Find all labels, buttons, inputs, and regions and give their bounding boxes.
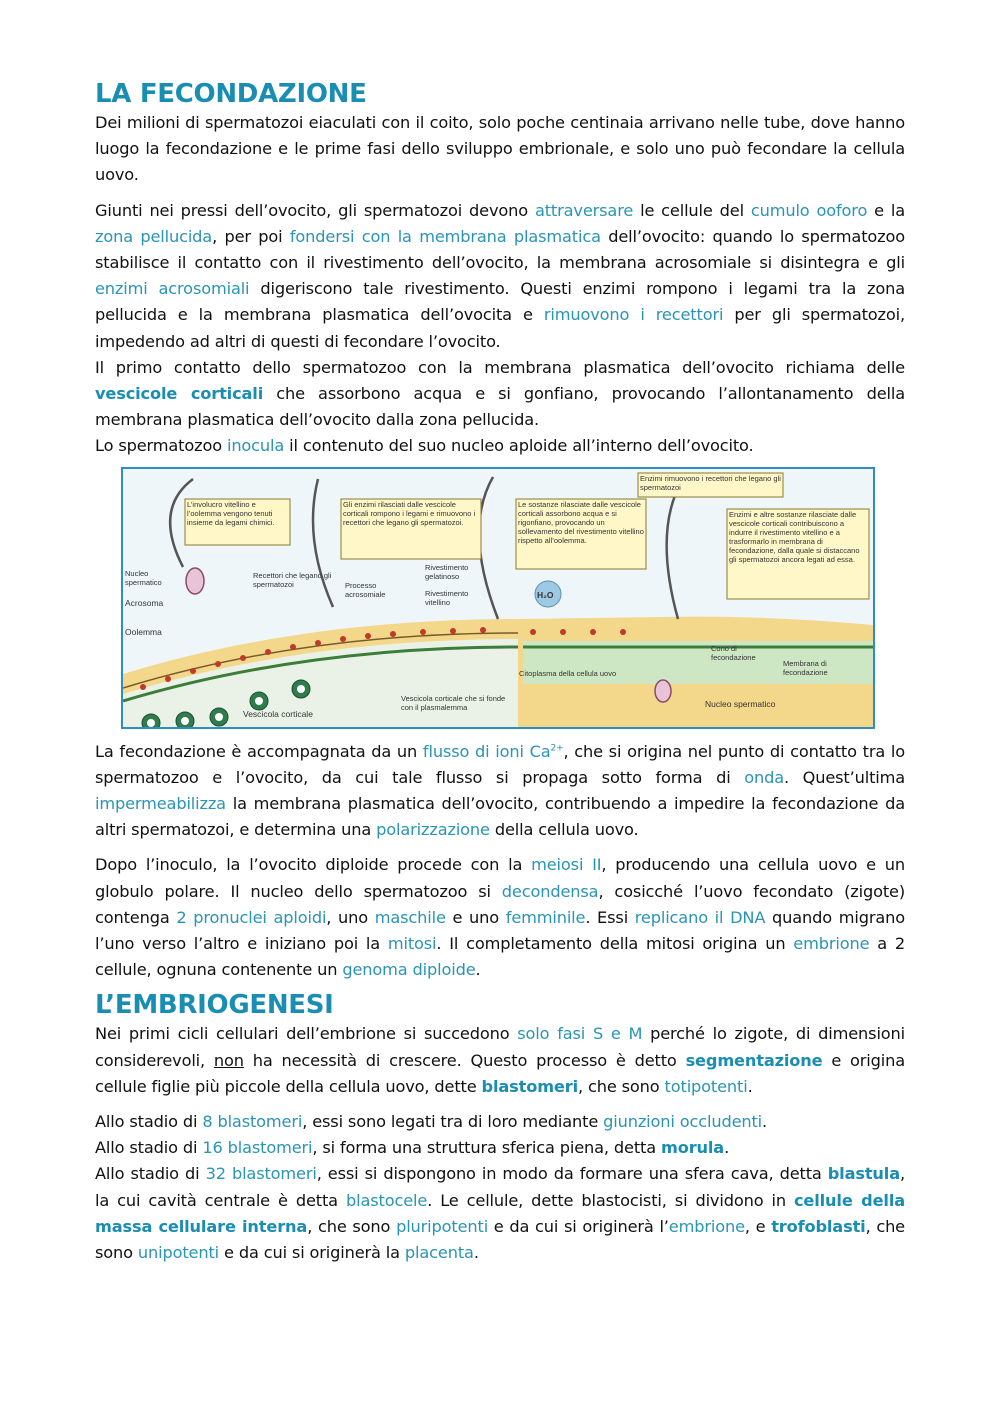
document-body xyxy=(95,78,905,1266)
highlight-term: meiosi II xyxy=(531,855,602,875)
bold-term: vescicole corticali xyxy=(95,384,264,404)
label-oolemma: Oolemma xyxy=(125,626,162,637)
highlight-term: rimuovono i recettori xyxy=(543,305,724,325)
label-membrana-fec: Membrana di fecondazione xyxy=(783,658,828,677)
label-recettori: Recettori che legano gli spermatozoi xyxy=(253,570,332,589)
label-vescicola-corticale: Vescicola corticale xyxy=(243,708,313,719)
highlight-term: fondersi con la membrana plasmatica xyxy=(289,226,601,246)
highlight-term: flusso di ioni $Ca^{2+}$ xyxy=(422,741,564,761)
section-title-embriogenesi: L’EMBRIOGENESI xyxy=(95,990,334,1021)
highlight-term: 16 blastomeri xyxy=(202,1138,313,1158)
highlight-term: blastocele xyxy=(345,1190,428,1210)
bold-term: blastula xyxy=(827,1164,900,1184)
highlight-term: embrione xyxy=(668,1216,745,1236)
paragraph-32-blastomeri: Allo stadio di 32 blastomeri, essi si dispongono in modo da formare una sfera cava, detta blastula, la cui cavità centrale è detta blastocele. Le cellule, dette blastocisti, si dividono in cellule della massa cellulare interna, che sono pluripotenti e da cui si originerà l’embrione, e trofoblasti, che sono unipotenti e da cui si originerà la placenta. xyxy=(95,1164,906,1263)
highlight-term: inocula xyxy=(226,436,285,456)
label-rivestimento-vit: Rivestimento vitellino xyxy=(425,588,469,607)
bold-term: cellule della massa cellulare interna xyxy=(95,1190,906,1236)
label-sostanze: Le sostanze rilasciate dalle vescicole corticali assorbono acqua e si rigonfiano, provocando un sollevamento del rivestimento vitellino rispetto all’oolemma. xyxy=(518,499,644,545)
paragraph-spermatozoi: Giunti nei pressi dell’ovocito, gli spermatozoi devono attraversare le cellule del cumulo ooforo e la zona pellucida, per poi fondersi con la membrana plasmatica dell’ovocito: quando lo spermatozoo stabilisce il contatto con il rivestimento dell’ovocito, la membrana acrosomiale si disintegra e gli enzimi acrosomiali digeriscono tale rivestimento. Questi enzimi rompono i legami tra la zona pellucida e la membrana plasmatica dell’ovocita e rimuovono i recettori per gli spermatozoi, impedendo ad altri di questi di fecondare l’ovocito. xyxy=(95,200,906,351)
label-enzimi-altre: Enzimi e altre sostanze rilasciate dalle vescicole corticali contribuiscono a indurre il rivestimento vitellino e a trasformarlo in membrana di fecondazione, dalla quale si distaccano gli spermatozoi ancora legati ad essa. xyxy=(729,509,860,564)
label-citoplasma: Citoplasma della cellula uovo xyxy=(519,668,617,678)
h2o-label: H₂O xyxy=(537,589,554,600)
highlight-term: attraversare xyxy=(534,200,634,220)
label-rivestimento-gel: Rivestimento gelatinoso xyxy=(425,562,469,581)
highlight-term: genoma diploide xyxy=(342,960,476,980)
label-acrosoma: Acrosoma xyxy=(125,597,164,608)
label-processo: Processo acrosomiale xyxy=(345,580,386,599)
paragraph-inocula: Lo spermatozoo inocula il contenuto del suo nucleo aploide all’interno dell’ovocito. xyxy=(95,436,754,456)
diagram-svg xyxy=(123,469,873,727)
highlight-term: cumulo ooforo xyxy=(750,200,868,220)
paragraph-8-blastomeri: Allo stadio di 8 blastomeri, essi sono legati tra di loro mediante giunzioni occludenti. xyxy=(95,1112,768,1132)
paragraph-intro: Dei milioni di spermatozoi eiaculati con il coito, solo poche centinaia arrivano nelle tube, dove hanno luogo la fecondazione e le prime fasi dello sviluppo embrionale, e solo uno può fecondare la cellula uovo. xyxy=(95,113,905,185)
highlight-term: femminile xyxy=(505,907,586,927)
highlight-term: maschile xyxy=(374,907,446,927)
label-enzimi-rimuovono: Enzimi rimuovono i recettori che legano gli spermatozoi xyxy=(640,473,781,492)
highlight-term: embrione xyxy=(793,934,870,954)
label-nucleo-spermatico: Nucleo spermatico xyxy=(125,568,162,587)
section-title-fecondazione: LA FECONDAZIONE xyxy=(95,79,367,109)
paragraph-meiosi: Dopo l’inoculo, la l’ovocito diploide procede con la meiosi II, producendo una cellula uovo e un globulo polare. Il nucleo dello spermatozoo si decondensa, cosicché l’uovo fecondato (zigote) contenga 2 pronuclei aploidi, uno maschile e uno femminile. Essi replicano il DNA quando migrano l’uno verso l’altro e iniziano poi la mitosi. Il completamento della mitosi origina un embrione a 2 cellule, ognuna contenente un genoma diploide. xyxy=(95,855,905,980)
highlight-term: replicano il DNA xyxy=(634,907,766,927)
highlight-term: totipotenti xyxy=(664,1076,748,1096)
label-involucro: L’involucro vitellino e l’oolemma vengono tenuti insieme da legami chimici. xyxy=(187,499,275,527)
highlight-term: 8 blastomeri xyxy=(202,1112,303,1132)
bold-term: segmentazione xyxy=(685,1050,823,1070)
highlight-term: impermeabilizza xyxy=(95,794,226,814)
label-enzimi-vescicole: Gli enzimi rilasciati dalle vescicole corticali rompono i legami e rimuovono i recettori che legano gli spermatozoi. xyxy=(343,499,476,527)
paragraph-16-blastomeri: Allo stadio di 16 blastomeri, si forma una struttura sferica piena, detta morula. xyxy=(95,1138,730,1158)
label-nucleo-spermatico-2: Nucleo spermatico xyxy=(705,698,776,709)
highlight-term: mitosi xyxy=(387,934,437,954)
highlight-term: zona pellucida xyxy=(95,226,213,246)
highlight-term: pluripotenti xyxy=(396,1216,489,1236)
highlight-term: giunzioni occludenti xyxy=(603,1112,763,1132)
highlight-term: decondensa xyxy=(501,881,599,901)
highlight-term: 32 blastomeri xyxy=(205,1164,317,1184)
label-cono: Cono di fecondazione xyxy=(711,643,756,662)
highlight-term: placenta xyxy=(404,1243,474,1263)
highlight-term: 2 pronuclei aploidi xyxy=(176,907,327,927)
highlight-term: onda xyxy=(744,767,784,787)
paragraph-segmentazione: Nei primi cicli cellulari dell’embrione si succedono solo fasi S e M perché lo zigote, di dimensioni considerevoli, non ha necessità di crescere. Questo processo è detto segmentazione e origina cellule figlie più piccole della cellula uovo, dette blastomeri, che sono totipotenti. xyxy=(95,1024,905,1096)
bold-term: morula xyxy=(661,1138,725,1158)
paragraph-calcio: La fecondazione è accompagnata da un flusso di ioni $Ca^{2+}$, che si origina nel punto di contatto tra lo spermatozoo e l’ovocito, da cui tale flusso si propaga sotto forma di onda. Quest’ultima impermeabilizza la membrana plasmatica dell’ovocito, contribuendo a impedire la fecondazione da altri spermatozoi, e determina una polarizzazione della cellula uovo. xyxy=(95,741,905,840)
highlight-term: solo fasi S e M xyxy=(517,1024,643,1044)
paragraph-vescicole: Il primo contatto dello spermatozoo con la membrana plasmatica dell’ovocito richiama delle vescicole corticali che assorbono acqua e si gonfiano, provocando l’allontanamento della membrana plasmatica dell’ovocito dalla zona pellucida. xyxy=(95,357,905,430)
bold-term: trofoblasti xyxy=(771,1216,866,1236)
highlight-term: polarizzazione xyxy=(376,820,490,840)
highlight-term: enzimi acrosomiali xyxy=(95,279,250,299)
label-vescicola-fonde: Vescicola corticale che si fonde con il plasmalemma xyxy=(401,693,506,712)
fertilization-diagram xyxy=(121,467,875,729)
bold-term: blastomeri xyxy=(481,1076,578,1096)
underlined-term: non xyxy=(213,1050,244,1070)
highlight-term: unipotenti xyxy=(137,1243,220,1263)
